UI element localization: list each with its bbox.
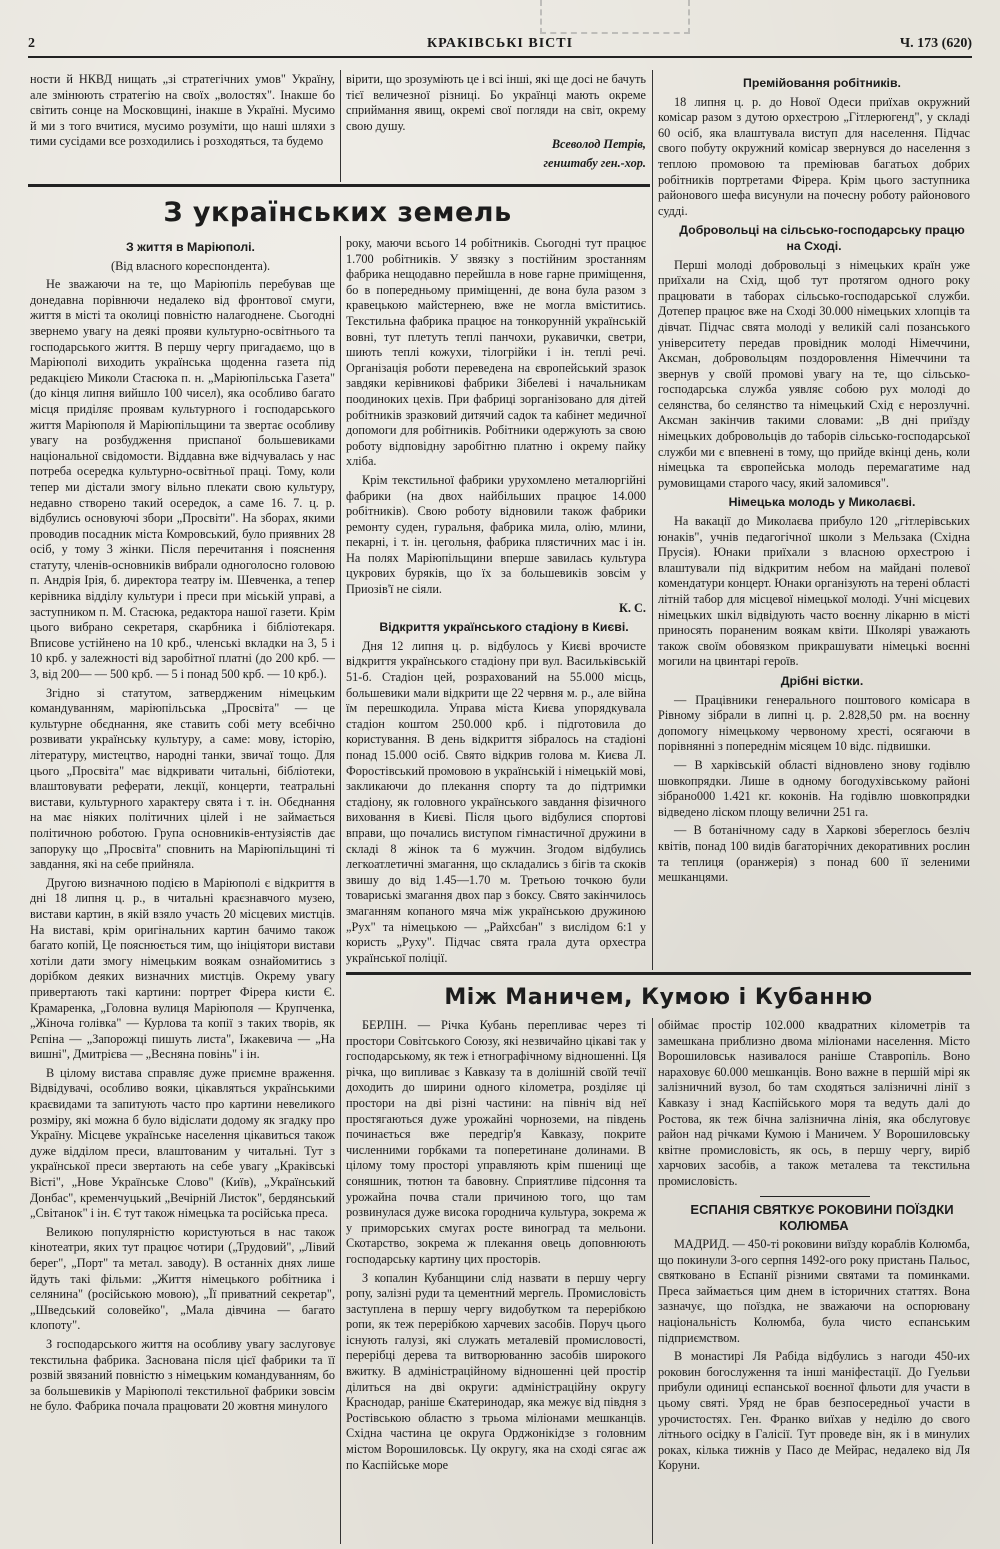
article-paragraph: З копалин Кубанщини слід назвати в першу чергу ропу, залізні руди та цементний мергель. Промисловість заступлена в першу чергу видобутком та перерібкою ропи, як теж перерібкою харчевих засобів. Поруч цього існують галузі, які служать металевій промисловості, перерібці дерева та витворюванню засобів широкого вжитку. В адміністраційному відношенні цей простір ділиться на дві округи: адміністраційну округу Краснодар, раніше Єкатеринодар, яка межує від півдня з Ростівською областю з трьома міліонами мешканців. Східна частина це округа Орджонікідзе з головним містом Ворошиловськ. Цу округу, яка на сході сягає аж по Каспійське море — [346, 1270, 646, 1472]
left-column — [30, 236, 335, 1546]
top-column-1 — [30, 72, 335, 180]
article-paragraph: Згідно зі статутом, затвердженим німецьким командуванням, маріюпільська „Просвіта" — це культурне обєднання, яке ставить собі мету всебічно розвивати українську культуру, а саме: мову, історію, літературу, мистецтво, народні танки, звичаї тощо. Для цього „Просвіта" має відкривати читальні, бібліотеки, влаштовувати реферати, лекції, концерти, театральні вистави, культурного характеру свята і т. ін. Обєднання на має ніяких політичних цілей і не займається політичною роботою. Група основників-ентузіястів дає запоруку що „Просвіта" сповнить на Маріюпільщині ті завдання, які на себе прийняла. — [30, 685, 335, 872]
article-paragraph: — Працівники генерального поштового комісара в Рівному зібрали в липні ц. р. 2.828,50 рм. на воєнну допомогу німецькому червоному хресті, осягаючи в порівнянні з попереднім місяцем 10 відс. підвишки. — [658, 692, 970, 754]
article-byline: (Від власного кореспондента). — [110, 258, 271, 273]
article-paragraph: Дня 12 липня ц. р. відбулось у Києві врочисте відкриття українського стадіону при вул. Васильківській 51-б. Стадіон цей, розрахований на 55.000 місць, большевики мали відкрити ще 22 червня м. р., але війна їм перешкодила. Управа міста Києва упорядкувала стадіон коштом 250.000 крб. і підготовила до користування. В день відкриття зібралось на стадіоні понад 15.000 осіб. Свято відкрив голова м. Києва Л. Форостівський промовою в українській і німецькій мові, закликаючи до плекання спорту та до підтримки стадіону, як головного українського завдання фізичного виховання в Києві. Після цього відбулися спортові вправи, що почались виступом гімнастичної дружини в складі 8 жінок та 6 мужчин. Згодом відбулись легкоатлетичні змагання, що складались з бігів та скоків звишу до від 1.45—1.70 м. Третьою точкою були товариські змагання двох пар з боксу. Свято закінчилось змаганням копаного мяча між українською дружиною „Рух" та німецькою — „Райхсбан" з вислідом 6:1 у користь „Руху". Підчас свята грала дута орхестра української поліції. — [346, 638, 646, 965]
section3-column — [658, 1202, 970, 1546]
article-paragraph: В монастирі Ля Рабіда відбулись з нагоди 450-их роковин богослуження та інші маніфестації. До Гуельви прибули одиниці еспанської воєнної фльоти для участи в цьому святі. Уряд не брав безпосередньої участи в урочистостях. Ген. Франко виїхав у неділю до свого літнього осідку в Галісії. Тут проведе він, як і в минулих роках, кілька тижнів у Пасо де Мейрас, недалеко від Ля Коруни. — [658, 1349, 970, 1473]
article-paragraph: З господарського життя на особливу увагу заслуговує текстильна фабрика. Заснована після цієї фабрики та її розвій звязаний повністю з німецьким командуванням, бо за большевиків у Маріюполі текстильної фабрики зовсім не було. Фабрика почала працювати 20 жовтня минулого — [30, 1336, 335, 1414]
article-paragraph: Крім текстильної фабрики урухомлено металюргійні фабрики (на двох найбільших працює 14.000 робітників). Свою роботу відновили також фабрики ремонту суден, гуральня, фабрика мила, олію, млини, пекарні, і т. ін. цегольня, фабрика плястичних мас і ін. На полях Маріюпільщини вперше завилась культура цукрових буряків, що їх за большевиків зовсім у Приозів'ї не сіяли. — [346, 472, 646, 597]
newspaper-name: КРАКІВСЬКІ ВІСТІ — [426, 36, 574, 51]
archive-stamp — [540, 0, 690, 34]
article-heading: Відкриття українського стадіону в Києві. — [379, 620, 629, 635]
section-rule — [346, 972, 971, 975]
article-signature: К. С. — [618, 600, 646, 615]
top-column-2 — [346, 72, 646, 180]
article-heading: Премійовання робітників. — [743, 76, 901, 90]
section-title: Між Маничем, Кумою і Кубанню — [444, 985, 873, 1010]
article-heading: З життя в Маріюполі. — [126, 240, 255, 254]
author-title: генштабу ген.-хор. — [543, 155, 646, 170]
article-heading: Добровольці на сільсько-господарську працю на Сході. — [679, 223, 965, 253]
column-divider — [340, 70, 341, 182]
article-heading: ЕСПАНІЯ СВЯТКУЄ РОКОВИНИ ПОЇЗДКИ КОЛЮМБА — [690, 1202, 954, 1233]
article-heading: Дрібні вістки. — [780, 673, 864, 688]
article-paragraph: Перші молоді добровольці з німецьких країн уже приїхали на Схід, щоб тут протягом одного року працювати в таборах сільсько-господарської служби. Дотепер працює вже на Сході 30.000 німецьких хлопців та дівчат. Підчас свята молоді у великій салі позанського університету передав провідник молоді Німеччини, Аксман, добровольцям поздоровлення Німеччини та звернув у своїй промові увагу на те, що сільсько-господарська служба уявляє собою рух молоді до селянства, бо селянство та німецький Схід є нерозлучні. Аксман закінчив такими словами: „В дні приїзду німецьких добровольців до таборів сільсько-господарської служби ми є впевнені в тому, що прийде вкінці день, коли німецька та європейська молодь перемагатиме над румовищами старого часу, який заломився". — [658, 257, 970, 490]
article-paragraph: 18 липня ц. р. до Нової Одеси приїхав окружний комісар разом з дутою орхестрою „Гітлерюгенд", у складі 60 осіб, яка влаштувала виступ для населення. Підчас свого побуту окружний комісар звернувся до населення з теплою промовою та преміював багатьох добрих робітників портретами Фірера. Крім цього заступника районового шефа висунули на почесну роботу районового судді. — [658, 94, 970, 218]
article-paragraph: МАДРИД. — 450-ті роковини виїзду кораблів Колюмба, що покинули 3-ого серпня 1492-ого року пристань Пальос, святковано в Еспанії різними святами та поминками. Преса займається цим днем в історичних статтях. Вона зазначує, що поїздка, не зважаючи на оспорювану національність Колюмба, була чисто еспанським підприємством. — [658, 1237, 970, 1345]
article-paragraph: року, маючи всього 14 робітників. Сьогодні тут працює 1.700 робітників. У звязку з постійним зростанням фабрика нещодавно перейшла в нове гарне приміщення, бо в попередньому приміщенні, де вона була разом з кравецькою майстернею, вже не могла вміститись. Текстильна фабрика працює на тонкорунній українській вовні, тут плетуть теплі панчохи, рукавички, светри, шиють теплі кожухи, тілогрійки і ін. теплі речі. Організація роботи переведена на європейський зразок завдяки керівникові фабрики Зібелеві і начальникам поодиноких цехів. При фабриці зорганізовано для дітей робітників зразковий дитячий садок та кабінет медичної допомоги для робітників. Робітники одержують за свою роботу відповідну заробітню платню і окрему пайку хліба. — [346, 236, 646, 469]
article-paragraph: Не зважаючи на те, що Маріюпіль перебував ще донедавна порівнючи недалеко від фронтової смуги, життя в місті та околиці повністю налагоднене. Сьогодні звернемо увагу на деякі прояви культурно-освітнього та господарського життя. В першу чергу пригадаємо, що в Маріюполі виходить українська щоденна газета під редакцією Миколи Стасюка п. н. „Маріюпільська Газета" (до кінця липня вийшло 100 чисел), яка особливо багато місця приділяє проявам культурного і господарського життя Маріюполя й Маріюпільщини та звертає особливу увагу на розбудження приспаної большевиками національної свідомости. Віддавна вже відчувалась у нас потреба осередка культурно-освітньої праці. Тому, коли тепер ми дістали змогу вільно плекати свою культуру, недавно створено такий осередок, а саме 16. 7. ц. р. відбулись основуючі збори „Просвіти". На зборах, якими проводив посадник міста Комровський, було приявних 28 осіб, у тому 3 жінки. Після перечитання і пояснення статуту, членів-основників вибрали одноголосно головою п. Андрія Ірія, б. директора театру ім. Шевченка, а тепер керівника відділу культури і преси при міській управі, а заступником п. М. Стасюка, редактора нашої газети. Крім цього вибрано секретаря, скарбника і бібліотекаря. Вписове устійнено на 10 крб., членські вкладки на 3, 5 і 10 крб. у залежності від заробітної платні (до 200 крб. — 3, від 200— — 500 крб. — 5 і понад 500 крб. — 10 крб.). — [30, 277, 335, 682]
page-header — [28, 36, 972, 58]
article-paragraph: Другою визначною подією в Маріюполі є відкриття в дні 18 липня ц. р., в читальні краєзнавчого музею, вистави картин, в якій взяло участь 20 місцевих мистців. На виставі, крім оригінальних картин бачимо також багато копій, Це пояснюється тим, що ініціятори вистави хотіли дати змогу німецьким воякам ознайомитись з дорібком деяких визначних мистців. Окрему увагу привертають такі картини: портрет Фірера кисти Є. Крамаренка, „Головна вулиця Маріюполя — Крупченка, „Жіноча голівка" — Курлова та копії з таких творів, як Рєпіна — „Запорожці пишуть листа", Іжакевича — „На вишні", Дмитрієва — „Весняна повінь" і ін. — [30, 875, 335, 1062]
issue-number: Ч. 173 (620) — [899, 36, 972, 51]
column-divider — [652, 1018, 653, 1544]
divider — [760, 1196, 870, 1197]
page-number: 2 — [28, 36, 35, 51]
section2-column-1 — [346, 1018, 646, 1546]
article-paragraph: — В ботанічному саду в Харкові збереглось безліч квітів, понад 100 видів багаторічних декоративних рослин та теплиця (оранжерія) з понад 600 її зеленими мешканцями. — [658, 823, 970, 885]
section-rule — [28, 184, 650, 187]
article-paragraph: БЕРЛІН. — Річка Кубань перепливає через ті простори Совітського Союзу, які незвичайно цікаві так у господарському, як теж і етнографічному відношенні. Ця річка, що випливає з Кавказу та в долішній своїй течії доходить до ширини одного кілометра, розділяє ці простори на дві різні частини: на північ від неї простягаються дуже урожайні чорноземи, на південь починається вже передгір'я Кавказу, покрите численними горбками та поперетинане долинами. В цілому тому просторі управляють крім пшениці ще соняшник, тютюн та бавовну. Сприятливе підсоння та урожайна почва стали причиною того, що там розвинулася дуже висока городнича культура, зокрема ж у приморських смугах росте виноград та мельони. Скотарство, зокрема ж плекання овець доповнюють господарську картину цих просторів. — [346, 1018, 646, 1266]
right-column — [658, 72, 970, 972]
section-title: З українських земель — [163, 197, 512, 228]
article-paragraph: — В харківській області відновлено знову годівлю шовкопрядки. Лише в одному богодухівському районі зібрано000 1.421 кг. коконів. На годівлю шовкопрядки відведено ліском площу велични 251 га. — [658, 757, 970, 819]
article-text: ности й НКВД нищать „зі стратегічних умов" Україну, але змінюють стратегію на своїх „волостях". Інакше бо світить сонце на Московщині, інакше в Україні. Мусимо й ми з того вчитися, мусимо розуміти, що наші шляхи з тими сусідами все розходились і розходяться, та будемо — [30, 72, 335, 149]
article-heading: Німецька молодь у Миколаєві. — [728, 495, 916, 510]
article-paragraph: обіймає простір 102.000 квадратних кілометрів та замешкана приблизно двома міліонами населення. Місто Ворошиловськ називалося раніше Ставропіль. Воно нараховує 60.000 мешканців. Воно важне в першій мірі як залізничний вузол, бо там сходяться залізничні лінії з Кавказу і знад Каспійського моря та ведуть далі до Ростова, як теж бічна залізнична лінія, яка обслуговує район над річками Кумою і Маничем. У Ворошиловську квітне промисловість, як ось, в першу чергу, виріб харчових засобів, а також металева та текстильна промисловість. — [658, 1018, 970, 1188]
section2-column-2 — [658, 1018, 970, 1198]
article-text: вірити, що зрозуміють це і всі інші, які ще досі не бачуть тієї величезної різниці. Бо українці мають окреме сприймання явищ, окремі свої погляди на світ, окрему свою душу. — [346, 72, 646, 133]
article-paragraph: На вакації до Миколаєва прибуло 120 „гітлерівських юнаків", учнів педагогічної школи з Мельзака (Східна Прусія). Юнаки приїхали з власною орхестрою і влаштували під відкритим небом на майдані полевої комендатури концерт. Юнаки організують на терені області літній табор для місцевої німецької молоді. Учні місцевих німецьких шкіл відвідують часто воєнну лікарню в місті приносять пораненим воякам квіти. Школярі уважають також своїм обовязком прикрашувати німецькі воєнні могили на цвинтарі героїв. — [658, 514, 970, 669]
middle-column — [346, 236, 646, 971]
column-divider — [652, 70, 653, 970]
article-paragraph: Великою популярністю користуються в нас також кінотеатри, яких тут працює чотири („Трудовий", „Лівий берег", „Порт" та метал. заводу). В останніх днях лише йдуть такі фільми: „Життя німецького робітника і селянина" (російською мовою), „Її приватний секретар", „Шведський соловейко", „Мала дівчина — багато клопоту". — [30, 1224, 335, 1333]
article-paragraph: В цілому вистава справляє дуже приємне враження. Відвідувачі, особливо вояки, цікавляться українськими краєвидами та запитують часто про картини невеликого розміру, які можна б було відіслати додому як згадку про Україну. Місцеве українське населення цікавиться також дуже відділом преси, влаштованим у читальні. Тут з української преси звертають на себе увагу „Краківські Вісті", „Нове Українське Слово" (Київ), „Український Донбас", кременчуцький „Вечірній Листок", бердянський „Світанок" і ін. Є тут також німецька та російська преса. — [30, 1065, 335, 1221]
author-name: Всеволод Петрів, — [551, 137, 646, 152]
column-divider — [340, 236, 341, 1544]
